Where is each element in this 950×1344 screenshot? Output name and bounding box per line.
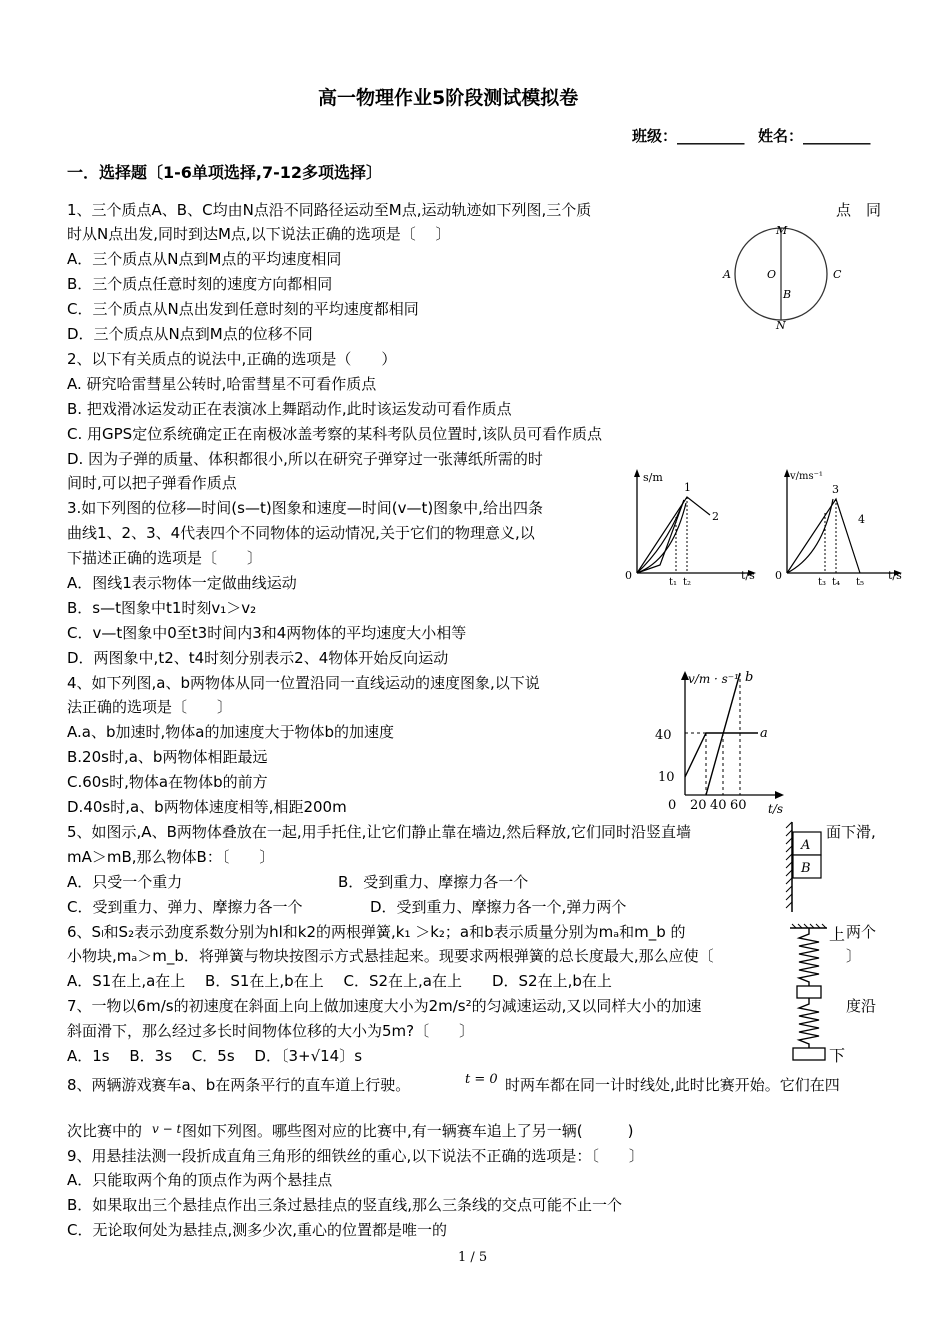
q2-option-c: C. 用GPS定位系统确定正在南极冰盖考察的某科考队员位置时,该队员可看作质点 (67, 425, 602, 443)
fig-label-n: N (776, 319, 786, 332)
q9-stem: 9、用悬挂法测一段折成直角三角形的细铁丝的重心,以下说法不正确的选项是：〔 〕 (67, 1147, 644, 1165)
q3-stem-line1: 3.如下列图的位移—时间(s—t)图象和速度—时间(v—t)图象中,给出四条 (67, 499, 543, 517)
q6-stem-line1-end: 两个 (846, 923, 877, 941)
st-xlabel: t/s (741, 569, 755, 582)
st-t2: t₂ (683, 577, 692, 588)
q4-option-b: B.20s时,a、b两物体相距最远 (67, 748, 268, 766)
q4-label-b: b (745, 670, 754, 685)
q6-options: A．S1在上,a在上 B．S1在上,b在上 C．S2在上,a在上 D．S2在上,b在上 (67, 972, 612, 990)
q5-stem-line1: 5、如图示,A、B两物体叠放在一起,用手托住,让它们静止靠在墙边,然后释放,它们同时沿竖直墙 (67, 823, 691, 841)
q5-block-a: A (801, 838, 811, 853)
fig-label-a: A (723, 268, 731, 281)
q4-stem-line2: 法正确的选项是〔 〕 (67, 698, 233, 716)
vt-t3: t₃ (818, 577, 827, 588)
q3-option-b: B．s—t图象中t1时刻v₁＞v₂ (67, 599, 257, 617)
q4-stem-line1: 4、如下列图,a、b两物体从同一位置沿同一直线运动的速度图象,以下说 (67, 674, 540, 692)
q2-option-d-line1: D. 因为子弹的质量、体积都很小,所以在研究子弹穿过一张薄纸所需的时 (67, 450, 543, 468)
q2-option-a: A. 研究哈雷彗星公转时,哈雷彗星不可看作质点 (67, 375, 377, 393)
q1-option-a: A．三个质点从N点到M点的平均速度相同 (67, 250, 342, 268)
q6-stem-line2: 小物块,mₐ＞m_b．将弹簧与物块按图示方式悬挂起来。现要求两根弹簧的总长度最大,那么应使〔 (67, 947, 714, 965)
q6-spring-figure (785, 920, 855, 1065)
q9-option-b: B．如果取出三个悬挂点作出三条过悬挂点的竖直线,那么三条线的交点可能不止一个 (67, 1196, 623, 1214)
q5-option-b: B．受到重力、摩擦力各一个 (338, 873, 529, 891)
q1-stem-line1: 1、三个质点A、B、C均由N点沿不同路径运动至M点,运动轨迹如下列图,三个质 (67, 201, 592, 219)
q8-t0: t = 0 (465, 1072, 498, 1087)
q4-ylabel: v/m · s⁻¹ (688, 672, 739, 686)
q4-y40: 40 (655, 728, 672, 743)
fig-label-o: O (767, 268, 777, 281)
page-title: 高一物理作业5阶段测试模拟卷 (318, 87, 579, 109)
q4-xlabel: t/s (768, 802, 784, 816)
q3-option-c: C．v—t图象中0至t3时间内3和4两物体的平均速度大小相等 (67, 624, 467, 642)
fig-label-c: C (833, 268, 842, 281)
q4-x0: 0 (668, 798, 677, 813)
q5-option-d: D．受到重力、摩擦力各一个,弹力两个 (370, 898, 627, 916)
q3-option-d: D．两图象中,t2、t4时刻分别表示2、4物体开始反向运动 (67, 649, 449, 667)
vt-curve-4: 4 (858, 513, 865, 526)
q8-vt: v − t (152, 1122, 182, 1136)
q8-stem-line1a: 8、两辆游戏赛车a、b在两条平行的直车道上行驶。 (67, 1076, 411, 1094)
q5-option-a: A．只受一个重力 (67, 873, 183, 891)
q5-block-b: B (801, 861, 811, 876)
vt-origin: 0 (775, 569, 782, 582)
q6-label-bottom: 下 (829, 1046, 846, 1065)
q4-x40: 40 (710, 798, 727, 813)
st-t1: t₁ (669, 577, 678, 588)
q5-option-c: C．受到重力、弹力、摩擦力各一个 (67, 898, 303, 916)
vt-t5: t₅ (856, 577, 865, 588)
st-curve-2: 2 (712, 510, 719, 523)
st-curve-1: 1 (684, 481, 691, 494)
q3-option-a: A．图线1表示物体一定做曲线运动 (67, 574, 297, 592)
section-heading: 一．选择题〔1-6单项选择,7-12多项选择〕 (67, 163, 383, 182)
q4-option-d: D.40s时,a、b两物体速度相等,相距200m (67, 798, 347, 816)
q7-stem-line1-end: 度沿 (846, 997, 877, 1015)
q4-y10: 10 (658, 770, 675, 785)
q5-wall-figure (786, 822, 826, 914)
q4-label-a: a (760, 726, 768, 741)
q4-velocity-graph (650, 665, 800, 815)
q8-stem-line1b: 时两车都在同一计时线处,此时比赛开始。它们在四 (505, 1076, 840, 1094)
q3-stem-line2: 曲线1、2、3、4代表四个不同物体的运动情况,关于它们的物理意义,以 (67, 524, 535, 542)
q6-stem-line1: 6、Sₗ和S₂表示劲度系数分别为hl和k2的两根弹簧,k₁ ＞k₂；a和b表示质量分别为mₐ和m_b 的 (67, 923, 686, 941)
q1-option-d: D．三个质点从N点到M点的位移不同 (67, 325, 313, 343)
vt-xlabel: t/s (888, 569, 902, 582)
fig-label-m: M (776, 224, 788, 237)
q3-vt-graph (770, 465, 920, 588)
q6-label-top: 上 (829, 925, 846, 944)
fig-label-b: B (783, 288, 792, 301)
class-field: 班级：_________ (632, 127, 745, 145)
q2-stem: 2、以下有关质点的说法中,正确的选项是（ ） (67, 350, 397, 368)
vt-curve-3: 3 (832, 483, 839, 496)
q5-stem-line2: mA＞mB,那么物体B：〔 〕 (67, 848, 275, 866)
q4-option-c: C.60s时,物体a在物体b的前方 (67, 773, 268, 791)
q4-option-a: A.a、b加速时,物体a的加速度大于物体b的加速度 (67, 723, 394, 741)
q5-stem-line1-end: 面下滑, (826, 823, 876, 841)
q3-stem-line3: 下描述正确的选项是〔 〕 (67, 549, 263, 567)
q7-stem-line1: 7、一物以6m/s的初速度在斜面上向上做加速度大小为2m/s²的匀减速运动,又以同样大小的加速 (67, 997, 702, 1015)
page-number: 1 / 5 (458, 1250, 488, 1265)
q2-option-d-line2: 间时,可以把子弹看作质点 (67, 474, 237, 492)
q1-stem-line1-end: 点 同 (836, 201, 882, 219)
q1-option-b: B．三个质点任意时刻的速度方向都相同 (67, 275, 333, 293)
st-ylabel: s/m (643, 471, 663, 484)
name-field: 姓名：_________ (758, 127, 871, 145)
q4-x20: 20 (690, 798, 707, 813)
q9-option-a: A．只能取两个角的顶点作为两个悬挂点 (67, 1171, 333, 1189)
q9-option-c: C．无论取何处为悬挂点,测多少次,重心的位置都是唯一的 (67, 1221, 448, 1239)
q8-stem-line2a: 次比赛中的 (67, 1122, 143, 1140)
q8-stem-line2b: 图如下列图。哪些图对应的比赛中,有一辆赛车追上了另一辆( ) (182, 1122, 634, 1140)
st-origin: 0 (625, 569, 632, 582)
q1-circle-figure (715, 222, 845, 337)
q7-stem-line2: 斜面滑下，那么经过多长时间物体位移的大小为5m?〔 〕 (67, 1022, 475, 1040)
q7-options: A．1s B．3s C．5s D．〔3+√14〕s (67, 1047, 363, 1065)
q2-option-b: B. 把戏滑冰运发动正在表演冰上舞蹈动作,此时该运发动可看作质点 (67, 400, 512, 418)
q1-stem-line2: 时从N点出发,同时到达M点,以下说法正确的选项是〔 〕 (67, 225, 451, 243)
q6-stem-line2-end: 〕 (846, 947, 862, 965)
q1-option-c: C．三个质点从N点出发到任意时刻的平均速度都相同 (67, 300, 419, 318)
vt-ylabel: v/ms⁻¹ (790, 471, 823, 482)
q4-x60: 60 (730, 798, 747, 813)
vt-t4: t₄ (832, 577, 841, 588)
q3-st-graph (622, 465, 772, 588)
